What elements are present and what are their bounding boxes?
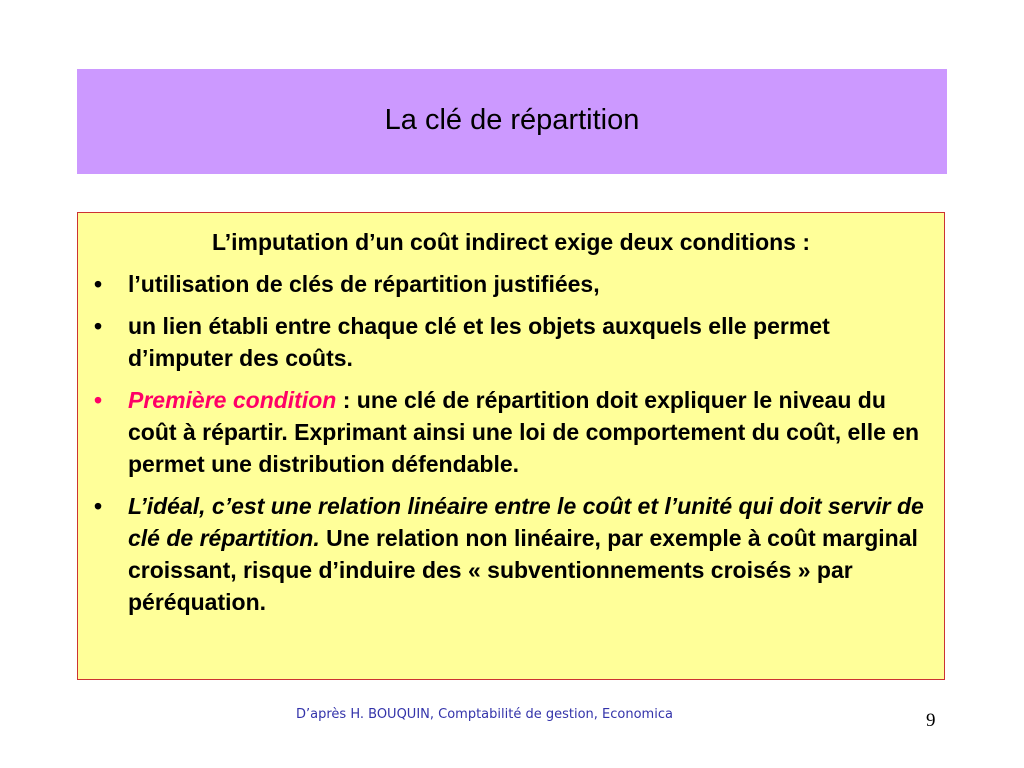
first-condition-label: Première condition (128, 387, 337, 413)
slide-title: La clé de répartition (384, 104, 640, 136)
bullet-item-1 (88, 268, 938, 300)
content-box (77, 212, 945, 680)
source-citation: D’après H. BOUQUIN, Comptabilité de gestion, Economica (296, 707, 673, 722)
bullet-text: un lien établi entre chaque clé et les objets auxquels elle permet d’imputer des coûts. (128, 313, 830, 371)
ideal-statement: L’idéal, c’est une relation linéaire entre le coût et l’unité qui doit servir de clé de répartition. (128, 493, 924, 551)
bullet-icon: • (93, 387, 103, 413)
intro-text: L’imputation d’un coût indirect exige deux conditions : (211, 229, 811, 255)
title-banner (77, 69, 947, 174)
page-number: 9 (926, 710, 936, 731)
bullet-text: : une clé de répartition doit expliquer le niveau du coût à répartir. Exprimant ainsi une loi de comportement du coût, elle en permet une distribution défendable. (128, 387, 920, 477)
bullet-icon: • (93, 493, 103, 519)
bullet-text: Une relation non linéaire, par exemple à coût marginal croissant, risque d’induire des « subventionnements croisés » par péréquation. (128, 525, 918, 615)
bullet-item-4 (88, 490, 938, 618)
bullet-list (88, 268, 938, 628)
bullet-item-3 (88, 384, 938, 480)
bullet-item-2 (88, 310, 938, 374)
bullet-text: l’utilisation de clés de répartition justifiées, (128, 271, 600, 297)
bullet-icon: • (93, 313, 103, 339)
bullet-icon: • (93, 271, 103, 297)
